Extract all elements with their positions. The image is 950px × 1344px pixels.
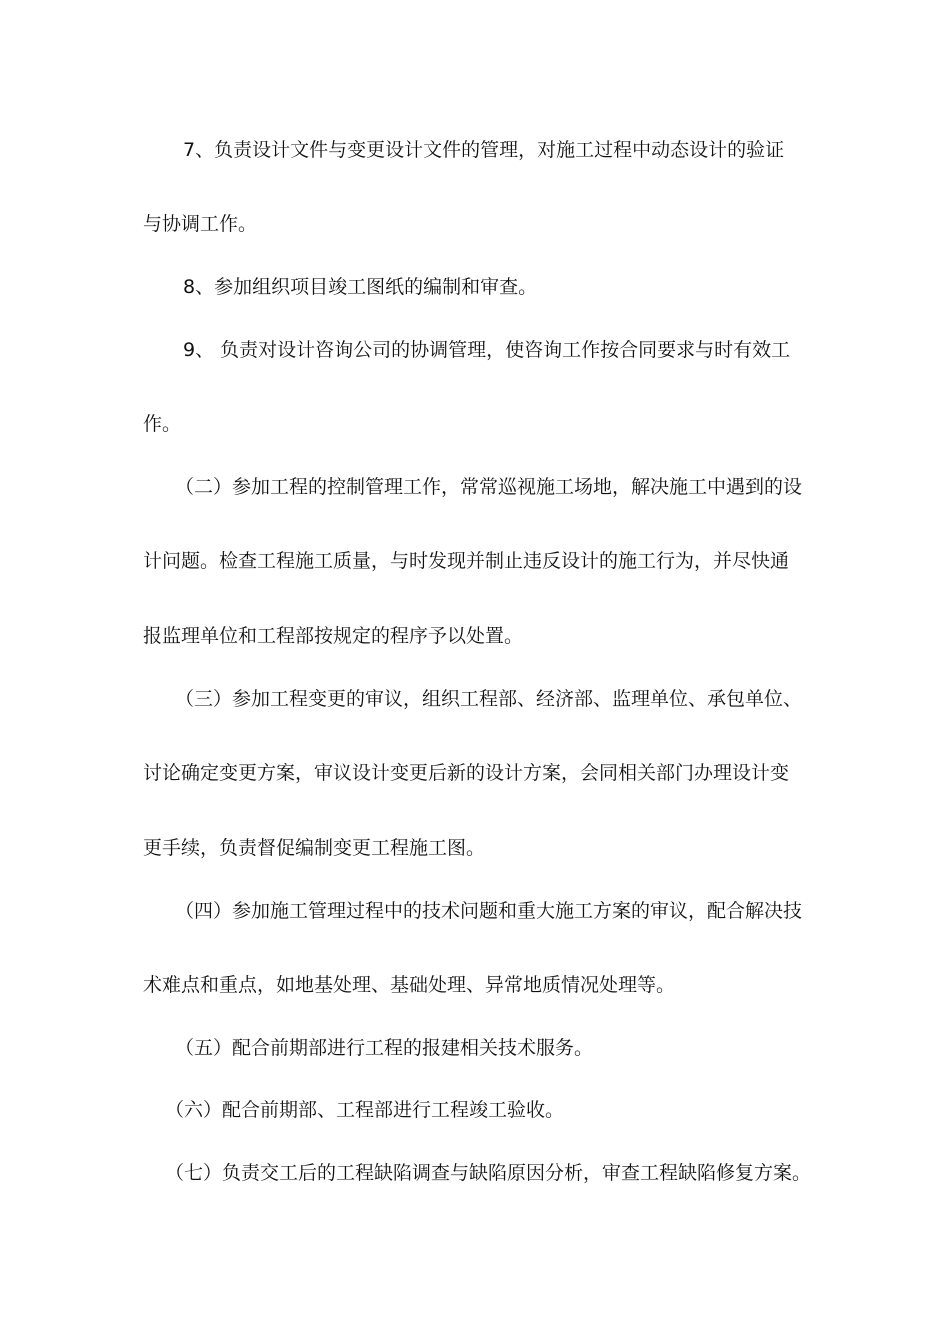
text-line: （六）配合前期部、工程部进行工程竣工验收。 bbox=[165, 1099, 565, 1121]
text-line: 8、参加组织项目竣工图纸的编制和审查。 bbox=[183, 276, 538, 298]
text-line: （三）参加工程变更的审议，组织工程部、经济部、监理单位、承包单位、 bbox=[175, 688, 803, 710]
text-line: 9、 负责对设计咨询公司的协调管理，使咨询工作按合同要求与时有效工 bbox=[183, 339, 791, 361]
text-line: （四）参加施工管理过程中的技术问题和重大施工方案的审议，配合解决技 bbox=[175, 900, 803, 922]
text-line: 更手续，负责督促编制变更工程施工图。 bbox=[143, 837, 486, 859]
text-line: 术难点和重点，如地基处理、基础处理、异常地质情况处理等。 bbox=[143, 974, 676, 996]
text-line: （七）负责交工后的工程缺陷调查与缺陷原因分析，审查工程缺陷修复方案。 bbox=[165, 1162, 812, 1184]
text-line: 计问题。检查工程施工质量，与时发现并制止违反设计的施工行为，并尽快通 bbox=[143, 550, 790, 572]
text-line: 作。 bbox=[143, 413, 182, 435]
text-line: （二）参加工程的控制管理工作，常常巡视施工场地，解决施工中遇到的设 bbox=[175, 476, 803, 498]
text-line: 讨论确定变更方案，审议设计变更后新的设计方案，会同相关部门办理设计变 bbox=[143, 762, 790, 784]
text-line: （五）配合前期部进行工程的报建相关技术服务。 bbox=[175, 1037, 594, 1059]
text-line: 报监理单位和工程部按规定的程序予以处置。 bbox=[143, 625, 524, 647]
text-line: 与协调工作。 bbox=[143, 213, 258, 235]
text-line: 7、负责设计文件与变更设计文件的管理，对施工过程中动态设计的验证 bbox=[183, 139, 785, 161]
